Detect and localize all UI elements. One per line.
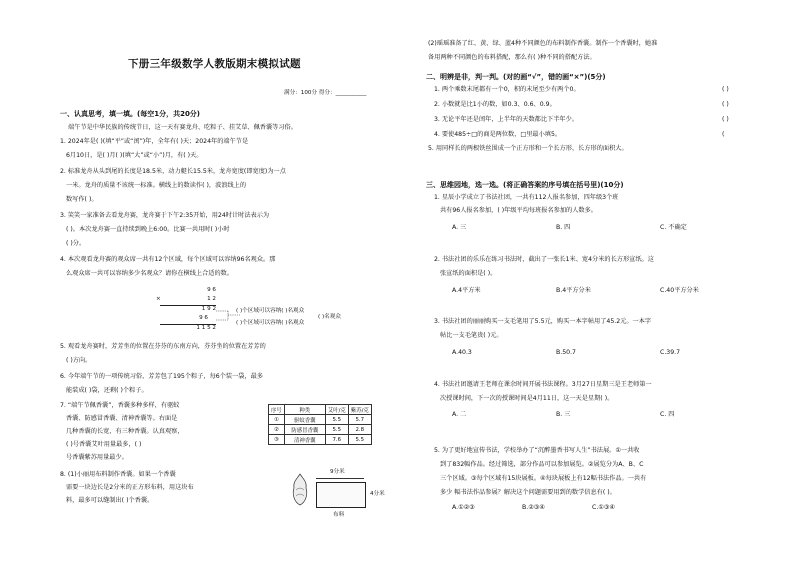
- fabric-height-label: 4分米: [370, 491, 385, 497]
- tf-answer-paren: (: [722, 131, 725, 138]
- table-header: 紫苏/克: [348, 405, 371, 415]
- q6-line2: 能装成( )袋，还剩( )个粽子。: [66, 387, 148, 394]
- table-header: 序号: [269, 405, 285, 415]
- mc-q5-line1: 5. 为了更好地宣传书法，学校举办了“沉醉墨香书写人生”书法展。①一共收: [434, 447, 640, 454]
- mc-option: B. 三: [556, 411, 571, 418]
- mc-option: A. 二: [452, 411, 467, 418]
- q4-line2: 么观众席一共可以容纳多少名观众？请你在横线上合适的数。: [66, 270, 234, 277]
- mc-option: B.②③④: [522, 504, 545, 511]
- table-cell: 5.5: [325, 425, 348, 435]
- tf-item-5: 5. 用同样长的两根铁丝围成一个正方形和一个长方形，长方形的面积大。: [428, 145, 628, 152]
- mc-q1-line1: 1. 星辰小学成立了书法社团，一共有112人报名参加，四年级3个班: [434, 194, 619, 201]
- mult-label-2: ( )个区域可以容纳( )名观众: [236, 320, 305, 326]
- mc-option: A.①②③: [452, 504, 475, 511]
- table-row: [269, 425, 372, 435]
- table-cell: 7.6: [325, 435, 348, 445]
- q7-line1: 7. “端午节佩香囊”，香囊多种多样，有驱蚊: [60, 402, 180, 409]
- mc-option: B.50.7: [556, 349, 576, 356]
- mc-option: B.4平方分米: [556, 287, 591, 294]
- fabric-width-line: [316, 478, 364, 479]
- q7-line2: 香囊、防感冒香囊、清神香囊等。右面是: [66, 415, 178, 422]
- score-line: 满分：100分 得分：___________: [284, 90, 367, 96]
- q8-2-line1: (2)瑶瑶准备了红、黄、绿、蓝4种不同颜色的布料制作香囊。制作一个香囊时，她准: [428, 40, 658, 47]
- q7-line3: 几种香囊的长宽，有三种香囊。认真观察，: [66, 428, 184, 435]
- section-1-heading: 一、认真思考，填一填。(每空1分，共20分): [60, 110, 201, 118]
- table-header: 种类: [284, 405, 325, 415]
- q7-line4: ( )号香囊艾叶用量最多，( ): [66, 441, 142, 448]
- fabric-caption: 布料: [333, 512, 345, 518]
- mc-q5-line3: 三个区域。③每个区域有15块展板。④每块展板上有12幅书法作品。一共有: [440, 475, 647, 482]
- mult-partial-2: 9 6: [199, 315, 208, 321]
- table-cell: ③: [269, 435, 285, 445]
- q3-line2: ( )。本次龙舟赛一直持续到晚上6:00。比赛一共用时( )小时: [66, 226, 230, 233]
- table-cell: 5.7: [348, 415, 371, 425]
- mc-option: A.40.3: [452, 349, 472, 356]
- mc-option: C.①③④: [592, 504, 615, 511]
- q8-2-line2: 备用两种不同颜色的布料搭配，那么有( )种不同的搭配方法。: [428, 54, 596, 61]
- q8-line3: 料，最多可以缝制出( )个香囊。: [66, 497, 154, 504]
- q7-line5: 号香囊紫苏用量最少。: [66, 454, 128, 461]
- tf-item-3: 3. 无论平年还是闰年，上半年的天数都比下半年少。: [434, 116, 578, 123]
- tf-item-1: 1. 两个乘数末尾都有一个0，积的末尾至少有两个0。: [434, 86, 580, 93]
- mult-op: ×: [156, 296, 161, 302]
- q8-line1: 8. (1)小丽用布料制作香囊。如果一个香囊: [60, 471, 176, 478]
- mc-q5-line2: 到了832幅作品。经过筛选，部分作品可以参加展览。②展览分为A、B、C: [440, 461, 644, 468]
- table-cell: 5.5: [348, 435, 371, 445]
- fabric-rectangle: [316, 482, 366, 508]
- mult-label-1: ( )个区域可以容纳( )名观众: [236, 308, 305, 314]
- q2-line3: 数写作( )。: [66, 196, 98, 203]
- table-row: [269, 435, 372, 445]
- page-title: 下册三年级数学人教版期末模拟试题: [128, 58, 301, 70]
- table-header: 艾叶/克: [325, 405, 348, 415]
- q3-line1: 3. 笑笑一家准备去看龙舟赛，龙舟赛于下午2:35开始，用24时计时法表示为: [60, 212, 270, 219]
- mc-option: C.39.7: [660, 349, 681, 356]
- table-row: [269, 415, 372, 425]
- q6-line1: 6. 今年端午节的一项传统习俗，芳芳包了195个粽子，每6个装一袋，最多: [60, 373, 264, 380]
- fabric-width-label: 9分米: [330, 469, 345, 475]
- table-header-row: [269, 405, 372, 415]
- section-3-heading: 三、思维园地，选一选。(将正确答案的序号填在括号里)(10分): [426, 181, 624, 189]
- table-cell: ②: [269, 425, 285, 435]
- mc-option: C.40平方分米: [660, 287, 699, 294]
- table-cell: 防感冒香囊: [284, 425, 325, 435]
- table-cell: 5.5: [325, 415, 348, 425]
- tf-answer-paren: ( ): [722, 86, 729, 93]
- q2-line2: 一米。龙舟的质量不该统一标准。横线上的数读作( )，波浪线上的: [66, 182, 247, 189]
- mc-option: A.4平方米: [452, 287, 481, 294]
- mc-q2-line1: 2. 书法社团的乐乐在练习书法时，截出了一张长1米、宽4分米的长方形宣纸。这: [434, 256, 654, 263]
- mc-q1-line2: 共有96人报名参加，( )年级平均每班报名参加的人数多。: [440, 207, 597, 214]
- q2-line1: 2. 标准龙舟从头到尾的长度是18.5米，动力艇长15.5米，龙舟宽度(即宽度)为一点: [60, 168, 286, 175]
- mult-mid: 1 2: [207, 296, 216, 302]
- tf-answer-paren: ( ): [722, 101, 729, 108]
- mc-option: C. 四: [660, 411, 675, 418]
- q4-line1: 4. 本次观看龙舟赛的观众席一共有12个区域，每个区域可以容纳96名观众。那: [60, 256, 276, 263]
- mc-q4-line2: 次授课时间，下一次的授课时间是4月11日，这一天是星期( )。: [440, 395, 614, 402]
- table-cell: 2.8: [348, 425, 371, 435]
- tf-item-2: 2. 小数就是比1小的数，如0.3、0.6、0.9。: [434, 101, 556, 108]
- mult-partial-1: 1 9 2: [201, 306, 216, 312]
- tf-answer-paren: ( ): [722, 116, 729, 123]
- mult-top: 9 6: [207, 287, 216, 293]
- mc-option: B. 四: [556, 224, 571, 231]
- q1-line2: 6月10日，是( )月( )(填“大”或“小”)月，有( )天。: [66, 152, 203, 159]
- table-cell: 驱蚊香囊: [284, 415, 325, 425]
- q1-line1: 1. 2024年是( )(填“平”或“闰”)年，全年有( )天；2024年的端午节是: [60, 138, 249, 145]
- sachet-illustration: [290, 472, 310, 508]
- intro-text: 端午节是中华民族的传统节日，这一天有赛龙舟、吃粽子、挂艾草、佩香囊等习俗。: [68, 124, 297, 131]
- mc-option: A. 三: [452, 224, 467, 231]
- sachet-table: [268, 404, 372, 445]
- tf-item-4: 4. 要使485÷□的商是两位数，□里最小填5。: [434, 131, 562, 138]
- mc-q5-line4: 多少 幅书法作品参展？解决这个问题需要用到的数学信息有( )。: [440, 489, 616, 496]
- q8-line2: 需要一块边长是2分米的正方形布料，用这块布: [66, 484, 194, 491]
- section-2-heading: 二、明辨是非，判一判。(对的画“√”，错的画“×”)(5分): [426, 73, 606, 81]
- mult-result: 1 1 5 2: [196, 325, 216, 331]
- mc-q3-line2: 帖比一支毛笔贵( )元。: [440, 332, 503, 339]
- mc-q3-line1: 3. 书法社团的丽丽购买一支毛笔用了5.5元，购买一本字帖用了45.2元。一本字: [434, 318, 652, 325]
- table-cell: ①: [269, 415, 285, 425]
- mc-q4-line1: 4. 书法社团邀请王老师在课余时间开展书法课程。3月27日星期三是王老师第一: [434, 381, 652, 388]
- mc-option: C. 不确定: [660, 224, 687, 231]
- mc-q2-line2: 张宣纸的面积是( )。: [440, 270, 497, 277]
- mult-label-3: ( )名观众: [318, 314, 341, 320]
- q3-line3: ( )分。: [66, 240, 86, 247]
- q5-line2: ( )方向。: [66, 357, 92, 364]
- q5-line1: 5. 观看龙舟赛时，芳芳坐的位置在芬芬的东南方向，芬芬坐的位置在芳芳的: [60, 343, 266, 350]
- table-cell: 清神香囊: [284, 435, 325, 445]
